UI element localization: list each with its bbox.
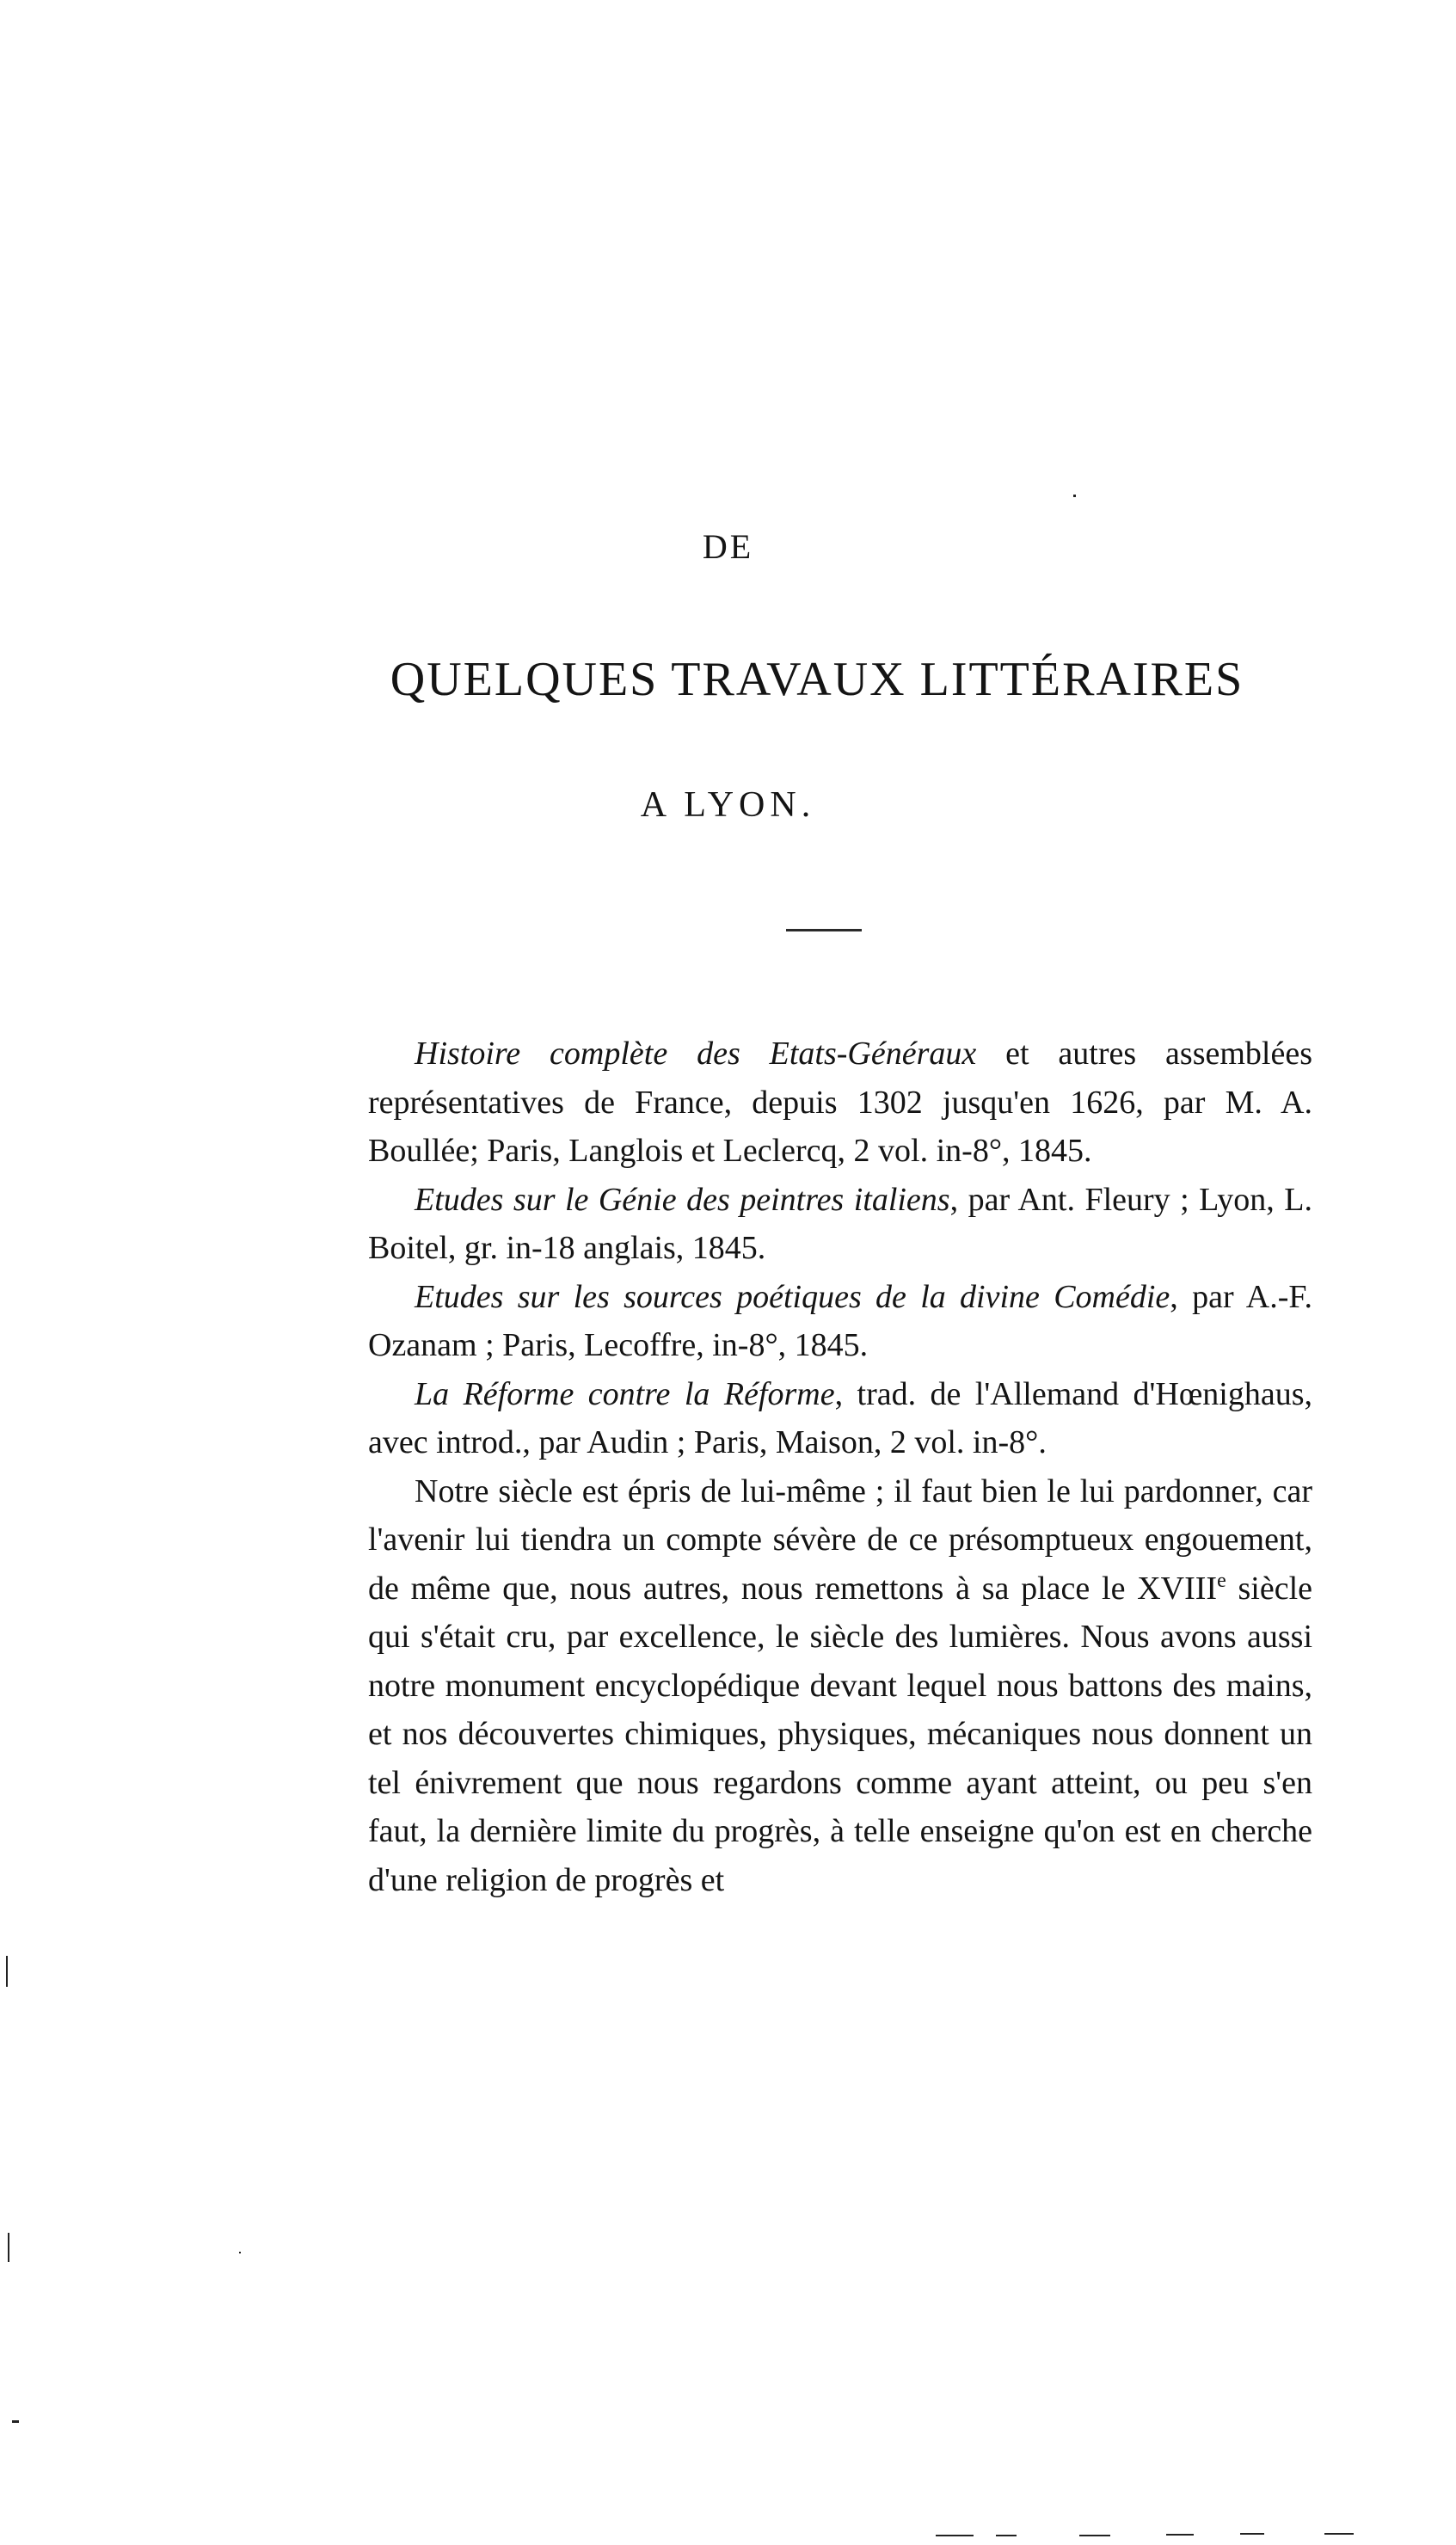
scan-mark-bottom: [1324, 2533, 1354, 2535]
scan-mark-bottom: [1240, 2533, 1264, 2535]
body-paragraph: [368, 1467, 1312, 1905]
work-title: Etudes sur le Génie des peintres italiens: [415, 1181, 950, 1218]
body-text: [368, 1030, 1312, 1904]
entry-details: et autres assemblées représentatives de France, depuis 1302 jusqu'en 1626, par M. A. Boullée; Paris, Langlois et Leclercq, 2 vol. in-8°, 1845.: [368, 1036, 1312, 1169]
scan-mark-left: [6, 1956, 8, 1987]
bibliography-entry: [368, 1030, 1312, 1176]
work-title: Histoire complète des Etats-Généraux: [415, 1036, 977, 1072]
scan-mark-bottom: [936, 2535, 974, 2536]
scan-mark-left: [8, 2233, 9, 2262]
page-title: QUELQUES TRAVAUX LITTÉRAIRES: [390, 653, 1244, 706]
bibliography-entry: [368, 1370, 1312, 1467]
entry-details: , par A.-F. Ozanam ; Paris, Lecoffre, in-8°, 1845.: [368, 1278, 1312, 1363]
superscript: e: [1217, 1569, 1226, 1592]
scan-mark-bottom: [1079, 2535, 1110, 2536]
section-divider: [786, 929, 862, 931]
scan-speck: [1073, 495, 1076, 497]
scan-mark-bottom: [996, 2535, 1017, 2536]
scan-speck: [239, 2252, 241, 2253]
scan-mark-bottom: [1166, 2534, 1194, 2536]
bibliography-entry: [368, 1176, 1312, 1273]
bibliography-entry: [368, 1273, 1312, 1370]
scan-speck: [12, 2420, 19, 2423]
heading-de: DE: [702, 527, 754, 566]
heading-place: A LYON.: [640, 785, 816, 825]
work-title: La Réforme contre la Réforme: [415, 1375, 835, 1412]
work-title: Etudes sur les sources poétiques de la divine Comédie: [415, 1278, 1170, 1315]
entry-details: , trad. de l'Allemand d'Hœnighaus, avec introd., par Audin ; Paris, Maison, 2 vol. in-8°.: [368, 1375, 1312, 1460]
paragraph-text-start: Notre siècle est épris de lui-même ; il faut bien le lui pardonner, car l'avenir lui tiendra un compte sévère de ce présomptueux engouement, de même que, nous autres, nous remettons à sa place le XVIII: [368, 1472, 1312, 1607]
entry-details: , par Ant. Fleury ; Lyon, L. Boitel, gr. in-18 anglais, 1845.: [368, 1181, 1312, 1266]
paragraph-text-end: siècle qui s'était cru, par excellence, le siècle des lumières. Nous avons aussi notre monument encyclopédique devant lequel nous battons des mains, et nos découvertes chimiques, physiques, mécaniques nous donnent un tel énivrement que nous regardons comme ayant atteint, ou peu s'en faut, la dernière limite du progrès, à telle enseigne qu'on est en cherche d'une religion de progrès et: [368, 1570, 1312, 1898]
